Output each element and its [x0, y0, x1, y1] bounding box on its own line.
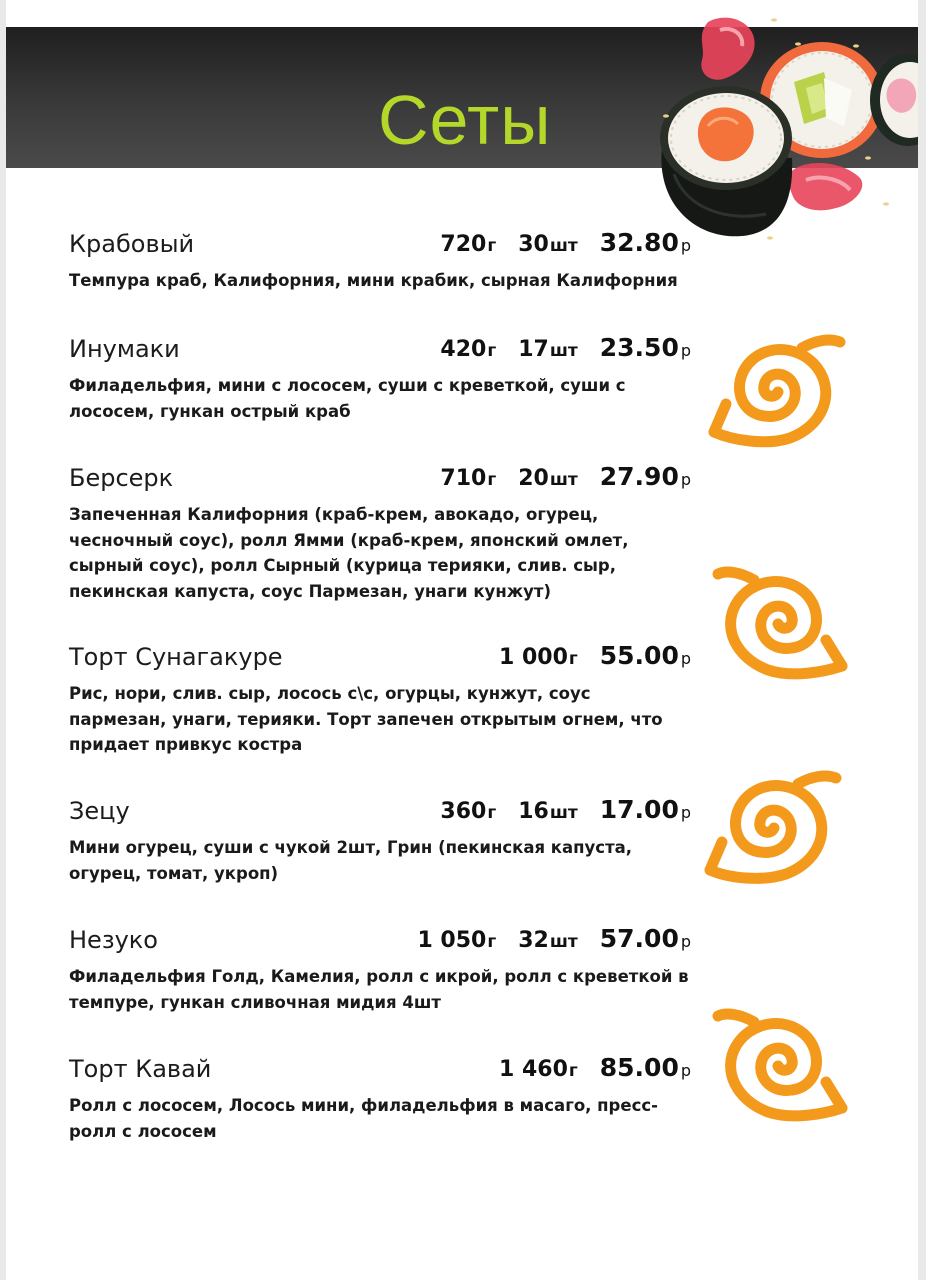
item-name: Торт Кавай	[69, 1055, 212, 1083]
item-weight: 1 050 г	[417, 928, 497, 953]
item-description: Филадельфия Голд, Камелия, ролл с икрой, ролл с креветкой в темпуре, гункан сливочная мидия 4шт	[69, 967, 689, 1012]
item-description: Ролл с лососем, Лосось мини, филадельфия в масаго, пресс-ролл с лососем	[69, 1096, 658, 1141]
item-price: 57.00 р	[599, 924, 691, 953]
sushi-rolls-image	[646, 8, 918, 244]
item-description: Рис, нори, слив. сыр, лосось с\с, огурцы, кунжут, соус пармезан, унаги, терияки. Торт запечен открытым огнем, что придает привкус костра	[69, 684, 663, 754]
item-price: 27.90 р	[599, 462, 691, 491]
item-stats	[395, 924, 691, 953]
item-description: Мини огурец, суши с чукой 2шт, Грин (пекинская капуста, огурец, томат, укроп)	[69, 838, 633, 883]
menu-item	[69, 641, 691, 758]
item-name: Крабовый	[69, 230, 195, 258]
item-description: Филадельфия, мини с лососем, суши с креветкой, суши с лососем, гункан острый краб	[69, 376, 626, 421]
item-price: 32.80 р	[599, 228, 691, 257]
item-price: 17.00 р	[599, 795, 691, 824]
item-stats	[418, 333, 691, 362]
item-description: Запеченная Калифорния (краб-крем, авокадо, огурец, чесночный соус), ролл Ямми (краб-крем, японский омлет, сырный соус), ролл Сырный (курица терияки, слив. сыр, пекинская капуста, соус Пармезан, унаги кунжут)	[69, 505, 629, 601]
item-name: Торт Сунагакуре	[69, 643, 283, 671]
item-price: 85.00 р	[599, 1053, 691, 1082]
item-name: Зецу	[69, 797, 130, 825]
item-pieces: 20 шт	[518, 466, 578, 491]
item-weight: 1 000 г	[498, 645, 578, 670]
item-pieces: 17 шт	[518, 337, 578, 362]
item-price: 23.50 р	[599, 333, 691, 362]
item-stats	[418, 462, 691, 491]
item-stats	[477, 641, 691, 670]
item-pieces: 30 шт	[518, 232, 578, 257]
item-price: 55.00 р	[599, 641, 691, 670]
item-stats	[418, 795, 691, 824]
item-weight: 360 г	[440, 799, 497, 824]
menu-item	[69, 795, 691, 886]
menu-page	[6, 0, 918, 1280]
menu-item	[69, 462, 691, 604]
item-weight: 420 г	[440, 337, 497, 362]
item-name: Инумаки	[69, 335, 180, 363]
item-pieces: 16 шт	[518, 799, 578, 824]
menu-item	[69, 1053, 691, 1144]
leaf-village-swirl-icon	[706, 330, 846, 450]
item-weight: 1 460 г	[498, 1057, 578, 1082]
menu-item	[69, 333, 691, 424]
item-weight: 720 г	[440, 232, 497, 257]
page-title: Сеты	[378, 81, 552, 159]
leaf-village-swirl-icon	[702, 764, 842, 884]
menu-item	[69, 924, 691, 1015]
leaf-village-swirl-icon	[710, 1004, 850, 1124]
item-pieces: 32 шт	[518, 928, 578, 953]
leaf-village-swirl-icon	[710, 562, 850, 682]
item-stats	[418, 228, 691, 257]
item-stats	[477, 1053, 691, 1082]
menu-item	[69, 228, 691, 294]
item-name: Незуко	[69, 926, 158, 954]
item-weight: 710 г	[440, 466, 497, 491]
item-description: Темпура краб, Калифорния, мини крабик, сырная Калифорния	[69, 271, 678, 290]
item-name: Берсерк	[69, 464, 174, 492]
